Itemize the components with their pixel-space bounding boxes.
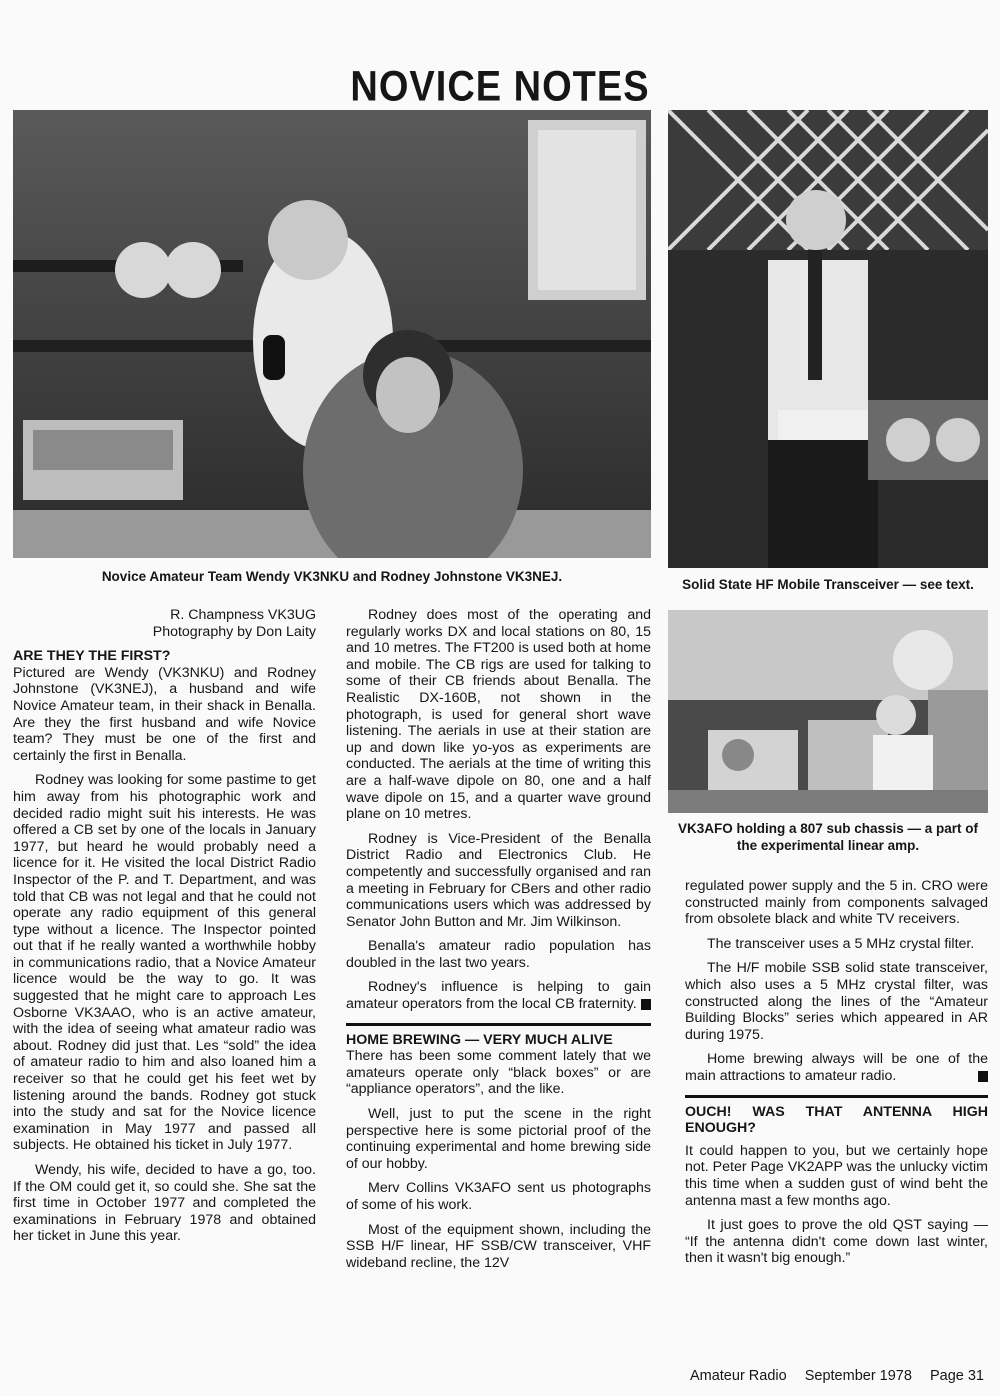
- paragraph: There has been some comment lately that we amateurs operate only “black boxes” or are “appliance operators”, and the like.: [346, 1048, 651, 1098]
- paragraph: The transceiver uses a 5 MHz crystal filter.: [707, 935, 975, 952]
- photography-credit: Photography by Don Laity: [152, 623, 316, 640]
- paragraph-text: Rodney's influence is helping to gain amateur operators from the local CB fraternity.: [346, 979, 651, 1013]
- paragraph: It could happen to you, but we certainly hope not. Peter Page VK2APP was the unlucky victim this time when a sudden gust of wind beht the antenna mast a few months ago.: [685, 1142, 988, 1209]
- column-2: [346, 607, 651, 1279]
- column-1: [13, 607, 316, 1253]
- bottom-right-photo: [668, 610, 988, 813]
- main-photo-caption: Novice Amateur Team Wendy VK3NKU and Rodney Johnstone VK3NEJ.: [101, 569, 563, 584]
- page-footer: [676, 1368, 984, 1384]
- linear-amp-photo-illustration: [668, 610, 988, 813]
- paragraph: Wendy, his wife, decided to have a go, too. If the OM could get it, so could she. She sat the first time in October 1977 and completed the examinations in February 1978 and obtained her ticket in June this year.: [13, 1162, 316, 1245]
- column-3: [685, 878, 988, 1275]
- bottom-right-photo-caption: VK3AFO holding a 807 sub chassis — a part of the experimental linear amp.: [677, 821, 979, 853]
- main-photo: [13, 110, 651, 558]
- paragraph: The H/F mobile SSB solid state transceiver, which also uses a 5 MHz crystal filter, was constructed along the lines of the “Amateur Building Blocks” series which appeared in AR during 1975.: [685, 960, 988, 1043]
- paragraph: It just goes to prove the old QST saying — “If the antenna didn't come down last winter, then it wasn't big enough.”: [685, 1217, 988, 1267]
- paragraph: Benalla's amateur radio population has doubled in the last two years.: [346, 938, 651, 971]
- author-byline: R. Champness VK3UG: [170, 607, 316, 623]
- footer-page-number: Page 31: [929, 1368, 984, 1384]
- paragraph: regulated power supply and the 5 in. CRO were constructed mainly from components salvaged from obsolete black and white TV receivers.: [685, 878, 988, 928]
- heading-ouch: OUCH! WAS THAT ANTENNA HIGH ENOUGH?: [685, 1103, 988, 1137]
- top-right-photo-caption: Solid State HF Mobile Transceiver — see text.: [682, 577, 974, 592]
- footer-issue-date: September 1978: [804, 1368, 912, 1384]
- paragraph: Rodney is Vice-President of the Benalla District Radio and Electronics Club. He competently and successfully organised and ran a meeting in February for CBers and other radio communications users which was addressed by Senator John Button and Mr. Jim Wilkinson.: [346, 830, 651, 930]
- end-of-article-mark: [641, 999, 651, 1010]
- paragraph: Pictured are Wendy (VK3NKU) and Rodney Johnstone (VK3NEJ), a husband and wife Novice Amateur team, in their shack in Benalla. Are they the first husband and wife Novice team? They must be one of the first and certainly the first in Benalla.: [13, 664, 316, 764]
- page-title: NOVICE NOTES: [350, 63, 650, 111]
- top-right-photo: [668, 110, 988, 568]
- section-divider: [346, 1023, 651, 1026]
- paragraph: [685, 1051, 988, 1084]
- end-of-article-mark: [978, 1071, 988, 1082]
- paragraph: Merv Collins VK3AFO sent us photographs of some of his work.: [346, 1180, 651, 1213]
- section-divider: [685, 1095, 988, 1098]
- paragraph: Rodney does most of the operating and regularly works DX and local stations on 80, 15 and 10 metres. The FT200 is used both at home and mobile. The CB rigs are used for talking to some of their CB friends about Benalla. The Realistic DX-160B, not shown in the photograph, is used for general short wave listening. The aerials in use at their station are up and down like yo-yos as experiments are conducted. The aerials at the time of writing this are a half-wave dipole on 80, one and a half wave dipole on 15, and a quarter wave ground plane on 10 metres.: [346, 607, 651, 823]
- paragraph-text: Home brewing always will be one of the main attractions to amateur radio.: [685, 1051, 988, 1084]
- footer-publication: Amateur Radio: [689, 1368, 787, 1384]
- transceiver-photo-illustration: [668, 110, 988, 568]
- heading-are-they-the-first: ARE THEY THE FIRST?: [13, 648, 171, 665]
- shack-photo-illustration: [13, 110, 651, 558]
- heading-home-brewing: HOME BREWING — VERY MUCH ALIVE: [346, 1031, 613, 1048]
- paragraph: Rodney was looking for some pastime to get him away from his photographic work and decided radio might suit his interests. He was offered a CB set by one of the locals in January 1977, but heard he would probably need a licence for it. He visited the local District Radio Inspector of the P. and T. Department, and was told that CB was not legal and that he could not operate any radio equipment of this general type without a licence. The Inspector pointed out that if he really wanted a worthwhile hobby in communications radio, that a Novice Amateur licence would be the way to go. It was suggested that he might care to approach Les Osborne VK3AAO, who is an active amateur, with the idea of seeing what amateur radio was about. Rodney did just that. Les “sold” the idea of amateur radio to him and also loaned him a receiver so that he could get his feet wet by listening around the bands. Rodney got stuck into the study and sat for the Novice licence examination in May 1977 and passed all subjects. He obtained his ticket in July 1977.: [13, 772, 316, 1154]
- paragraph: Well, just to put the scene in the right perspective here is some pictorial proof of the continuing experimental and home brewing side of our hobby.: [346, 1106, 651, 1172]
- paragraph: [346, 979, 651, 1012]
- paragraph: Most of the equipment shown, including the SSB H/F linear, HF SSB/CW transceiver, VHF wideband recline, the 12V: [346, 1221, 651, 1271]
